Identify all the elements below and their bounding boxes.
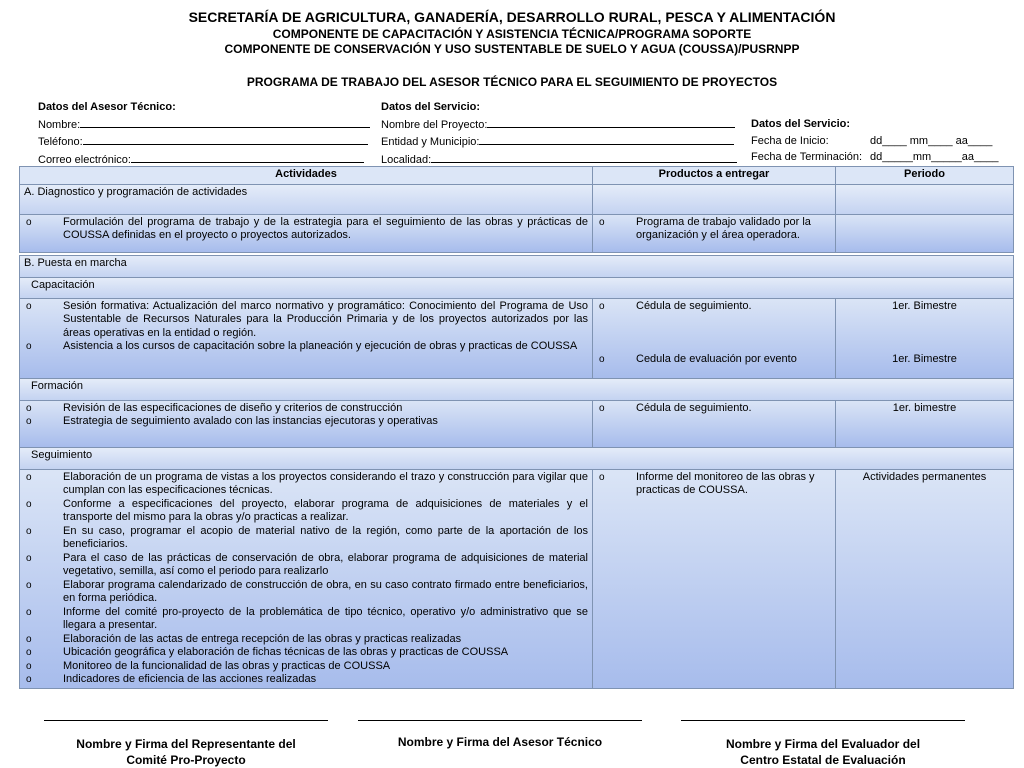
activity-text: Asistencia a los cursos de capacitación sobre la planeación y ejecución de obras y practicas de COUSSA [63, 340, 578, 352]
seguimiento-content-row [20, 469, 1014, 688]
bullet: o [599, 216, 605, 228]
capacitacion-activities [20, 298, 593, 378]
section-a-products [593, 214, 836, 252]
list-item [597, 300, 831, 314]
section-a-title: A. Diagnostico y programación de actividades [20, 184, 593, 214]
list-item [24, 402, 588, 416]
capacitacion-periods [836, 298, 1014, 378]
formacion-content-row [20, 400, 1014, 447]
list-item [24, 300, 588, 341]
advisor-info [38, 99, 370, 168]
entity-label: Entidad y Municipio: [381, 136, 480, 148]
activity-text: Informe del comité pro-proyecto de la problemática de tipo técnico, operativo y/o administrativo que se llegara a presentar. [63, 605, 588, 631]
signature-evaluator-line2: Centro Estatal de Evaluación [740, 753, 906, 767]
list-item [24, 606, 588, 633]
activity-text: Sesión formativa: Actualización del marco normativo y programático: Conocimiento del Programa de Uso Sustentable de Recursos Naturales para la Producción Primaria y de los proyectos autorizados por las áreas operativas en la entidad o región. [63, 299, 588, 339]
end-date-field[interactable]: dd_____mm_____aa____ [870, 151, 999, 163]
program-title: PROGRAMA DE TRABAJO DEL ASESOR TÉCNICO PARA EL SEGUIMIENTO DE PROYECTOS [246, 75, 778, 89]
bullet: o [26, 416, 32, 427]
section-b-row [20, 255, 1014, 277]
period-text: 1er. Bimestre [892, 299, 957, 312]
signature-evaluator [681, 720, 965, 768]
work-program-table [19, 166, 1014, 689]
ministry-title: SECRETARÍA DE AGRICULTURA, GANADERÍA, DESARROLLO RURAL, PESCA Y ALIMENTACIÓN [188, 9, 836, 25]
seguimiento-products [593, 469, 836, 688]
list-item [24, 498, 588, 525]
capacitacion-row [20, 277, 1014, 298]
bullet: o [26, 552, 32, 564]
formacion-products [593, 400, 836, 447]
list-item [24, 340, 588, 354]
seguimiento-activities [20, 469, 593, 688]
product-text: Cédula de seguimiento. [636, 401, 752, 414]
project-name-label: Nombre del Proyecto: [381, 118, 488, 131]
seguimiento-row [20, 447, 1014, 469]
seguimiento-period: Actividades permanentes [836, 469, 1014, 688]
formacion-row [20, 378, 1014, 400]
section-a-activities [20, 214, 593, 252]
signature-committee-line1: Nombre y Firma del Representante del [76, 737, 296, 751]
activity-text: Para el caso de las prácticas de conservación de obra, elaborar programa de adquisiciones de material vegetativo, semilla, así como el periodo para realizarlo [63, 551, 588, 577]
bullet: o [26, 674, 32, 685]
list-item [597, 402, 831, 416]
table-header-row [20, 167, 1014, 185]
section-b-title: B. Puesta en marcha [20, 255, 1014, 277]
list-item [24, 471, 588, 498]
list-item [597, 216, 831, 243]
activity-text: En su caso, programar el acopio de material nativo de la región, como parte de la aportación de los beneficiarios. [63, 524, 588, 550]
formacion-title: Formación [20, 378, 1014, 400]
advisor-email-label: Correo electrónico: [38, 153, 131, 166]
advisor-phone-label: Teléfono: [38, 136, 83, 148]
list-item [24, 525, 588, 552]
project-name-field[interactable] [487, 116, 735, 128]
capacitacion-title: Capacitación [20, 277, 1014, 298]
locality-label: Localidad: [381, 153, 432, 166]
capacitacion-content-row [20, 298, 1014, 378]
end-date-label: Fecha de Terminación: [751, 151, 863, 163]
product-text: Cédula de seguimiento. [636, 299, 752, 312]
locality-field[interactable] [431, 151, 737, 163]
activity-text: Elaborar programa calendarizado de construcción de obra, en su caso contrato firmado entre beneficiarios, en forma periódica. [63, 578, 588, 604]
activity-text: Revisión de las especificaciones de diseño y criterios de construcción [63, 401, 403, 414]
section-a-row [20, 184, 1014, 214]
bullet: o [599, 402, 605, 414]
bullet: o [26, 341, 32, 352]
start-date-label: Fecha de Inicio: [751, 134, 829, 147]
advisor-name-label: Nombre: [38, 118, 81, 131]
list-item [24, 552, 588, 579]
list-item [597, 471, 831, 498]
list-item [24, 660, 588, 674]
formacion-activities [20, 400, 593, 447]
bullet: o [26, 647, 32, 658]
list-item [24, 579, 588, 606]
advisor-name-field[interactable] [80, 116, 370, 128]
section-a-content-row [20, 214, 1014, 252]
activity-text: Indicadores de eficiencia de las acciones realizadas [63, 673, 317, 685]
section-a-products-empty [593, 184, 836, 214]
signature-advisor [358, 720, 642, 750]
header-products: Productos a entregar [593, 167, 836, 185]
list-item [24, 646, 588, 660]
product-text: Programa de trabajo validado por la organización y el área operadora. [636, 215, 811, 241]
period-text: 1er. Bimestre [892, 353, 957, 365]
bullet: o [26, 579, 32, 591]
advisor-phone-field[interactable] [83, 133, 368, 145]
signature-committee [44, 720, 328, 768]
service-info-title: Datos del Servicio: [381, 101, 481, 113]
list-item [24, 415, 588, 429]
start-date-field[interactable]: dd____ mm____ aa____ [870, 134, 993, 147]
formacion-period: 1er. bimestre [836, 400, 1014, 447]
bullet: o [599, 354, 605, 365]
bullet: o [599, 300, 605, 312]
signature-committee-line2: Comité Pro-Proyecto [126, 753, 246, 767]
signature-evaluator-line1: Nombre y Firma del Evaluador del [725, 737, 921, 751]
header-period: Periodo [836, 167, 1014, 185]
bullet: o [26, 216, 32, 228]
component-title-1: COMPONENTE DE CAPACITACIÓN Y ASISTENCIA TÉCNICA/PROGRAMA SOPORTE [272, 27, 752, 41]
service-dates [751, 116, 998, 166]
seguimiento-title: Seguimiento [20, 447, 1014, 469]
bullet: o [599, 471, 605, 483]
list-item [24, 633, 588, 647]
bullet: o [26, 300, 32, 312]
header-activities: Actividades [20, 167, 593, 185]
activity-text: Formulación del programa de trabajo y de la estrategia para el seguimiento de las obras y prácticas de COUSSA definidas en el proyecto o proyectos autorizados. [63, 215, 588, 241]
bullet: o [26, 471, 32, 483]
list-item [24, 673, 588, 687]
product-text: Cedula de evaluación por evento [636, 353, 797, 365]
signature-advisor-line1: Nombre y Firma del Asesor Técnico [397, 735, 603, 749]
section-a-period [836, 214, 1014, 252]
activity-text: Estrategia de seguimiento avalado con las instancias ejecutoras y operativas [63, 415, 438, 427]
list-item [597, 353, 831, 367]
activity-text: Elaboración de un programa de vistas a los proyectos considerando el trazo y construcción para vigilar que cumplan con las especificaciones técnicas. [63, 470, 588, 496]
entity-field[interactable] [479, 133, 734, 145]
bullet: o [26, 606, 32, 618]
list-item [24, 216, 588, 243]
bullet: o [26, 498, 32, 510]
activity-text: Monitoreo de la funcionalidad de las obras y practicas de COUSSA [63, 659, 391, 672]
service-info [381, 99, 737, 168]
activity-text: Elaboración de las actas de entrega recepción de las obras y practicas realizadas [63, 632, 462, 645]
bullet: o [26, 525, 32, 537]
bullet: o [26, 402, 32, 414]
bullet: o [26, 633, 32, 645]
activity-text: Ubicación geográfica y elaboración de fichas técnicas de las obras y practicas de COUSSA [63, 646, 509, 658]
advisor-info-title: Datos del Asesor Técnico: [38, 101, 176, 113]
component-title-2: COMPONENTE DE CONSERVACIÓN Y USO SUSTENTABLE DE SUELO Y AGUA (COUSSA)/PUSRNPP [224, 42, 800, 56]
capacitacion-products [593, 298, 836, 378]
product-text: Informe del monitoreo de las obras y practicas de COUSSA. [636, 470, 815, 496]
section-a-period-empty [836, 184, 1014, 214]
activity-text: Conforme a especificaciones del proyecto, elaborar programa de adquisiciones de materiales y el transporte del mismo para la obras y/o practicas a realizar. [63, 497, 588, 523]
bullet: o [26, 660, 32, 672]
advisor-email-field[interactable] [131, 151, 364, 163]
service-dates-title: Datos del Servicio: [751, 118, 851, 130]
